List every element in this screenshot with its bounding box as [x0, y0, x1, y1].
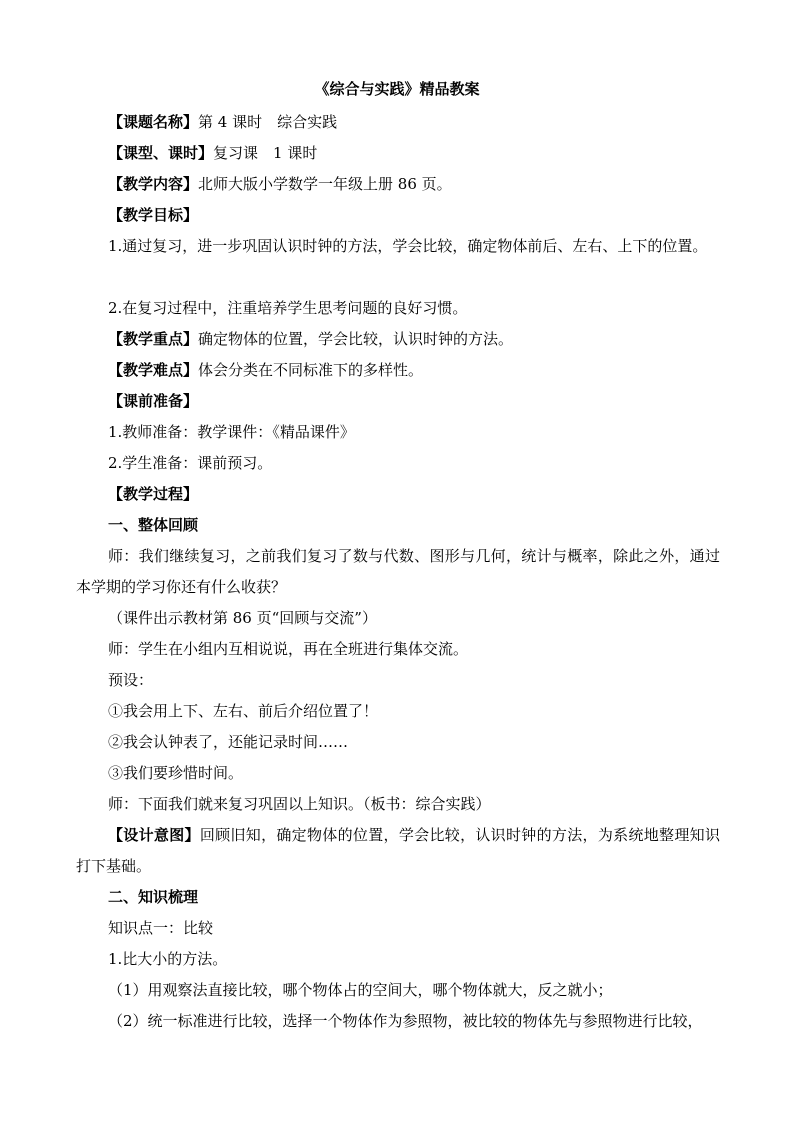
goals-heading: 【教学目标】: [108, 206, 199, 224]
lesson-type: [108, 138, 752, 169]
key-points-label: 【教学重点】: [108, 330, 199, 348]
section-1-paragraph-6: ②我会认钟表了，还能记录时间……: [108, 733, 349, 751]
prep-2: 2.学生准备：课前预习。: [108, 454, 273, 472]
goal-2: 2.在复习过程中，注重培养学生思考问题的良好习惯。: [108, 299, 468, 317]
design-intent-value: 回顾旧知，确定物体的位置，学会比较，认识时钟的方法，为系统地整理知识打下基础。: [76, 826, 720, 875]
section-2-paragraph-1: 知识点一：比较: [108, 919, 214, 937]
prep-heading: 【课前准备】: [108, 392, 199, 410]
lesson-type-value: 复习课 1 课时: [213, 144, 318, 162]
section-2-heading: 二、知识梳理: [108, 888, 199, 906]
lesson-name: [108, 107, 752, 138]
section-2-paragraph-4: （2）统一标准进行比较，选择一个物体作为参照物，被比较的物体先与参照物进行比较，: [108, 1012, 703, 1030]
section-1-paragraph-5: ①我会用上下、左右、前后介绍位置了！: [108, 702, 379, 720]
section-1-paragraph-1: 师：我们继续复习，之前我们复习了数与代数、图形与几何，统计与概率，除此之外，通过本学期的学习你还有什么收获？: [76, 547, 720, 596]
lesson-name-label: 【课题名称】: [108, 113, 199, 131]
lesson-name-value: 第 4 课时 综合实践: [198, 113, 338, 131]
section-1-paragraph-2: （课件出示教材第 86 页“回顾与交流”）: [108, 609, 377, 627]
difficulties-value: 体会分类在不同标准下的多样性。: [198, 361, 424, 379]
section-1-paragraph-8: 师：下面我们就来复习巩固以上知识。（板书：综合实践）: [108, 795, 491, 813]
teaching-content-value: 北师大版小学数学一年级上册 86 页。: [198, 175, 452, 193]
section-1-paragraph-3: 师：学生在小组内互相说说，再在全班进行集体交流。: [108, 640, 469, 658]
goal-1: 1.通过复习，进一步巩固认识时钟的方法，学会比较，确定物体前后、左右、上下的位置。: [108, 237, 708, 255]
section-1-heading: 一、整体回顾: [108, 516, 199, 534]
teaching-content-label: 【教学内容】: [108, 175, 199, 193]
section-1-paragraph-4: 预设：: [108, 671, 154, 689]
design-intent-label: 【设计意图】: [108, 826, 200, 844]
section-2-paragraph-2: 1.比大小的方法。: [108, 950, 228, 968]
difficulties: [108, 355, 752, 386]
prep-1: 1.教师准备：教学课件：《精品课件》: [108, 423, 355, 441]
difficulties-label: 【教学难点】: [108, 361, 199, 379]
document-title: 《综合与实践》精品教案: [314, 80, 480, 98]
process-heading: 【教学过程】: [108, 485, 199, 503]
design-intent: [76, 820, 720, 882]
lesson-type-label: 【课型、课时】: [108, 144, 214, 162]
section-2-paragraph-3: （1）用观察法直接比较，哪个物体占的空间大，哪个物体就大，反之就小；: [108, 981, 613, 999]
section-1-paragraph-7: ③我们要珍惜时间。: [108, 764, 244, 782]
teaching-content: [108, 169, 752, 200]
key-points: [108, 324, 752, 355]
key-points-value: 确定物体的位置，学会比较，认识时钟的方法。: [198, 330, 514, 348]
